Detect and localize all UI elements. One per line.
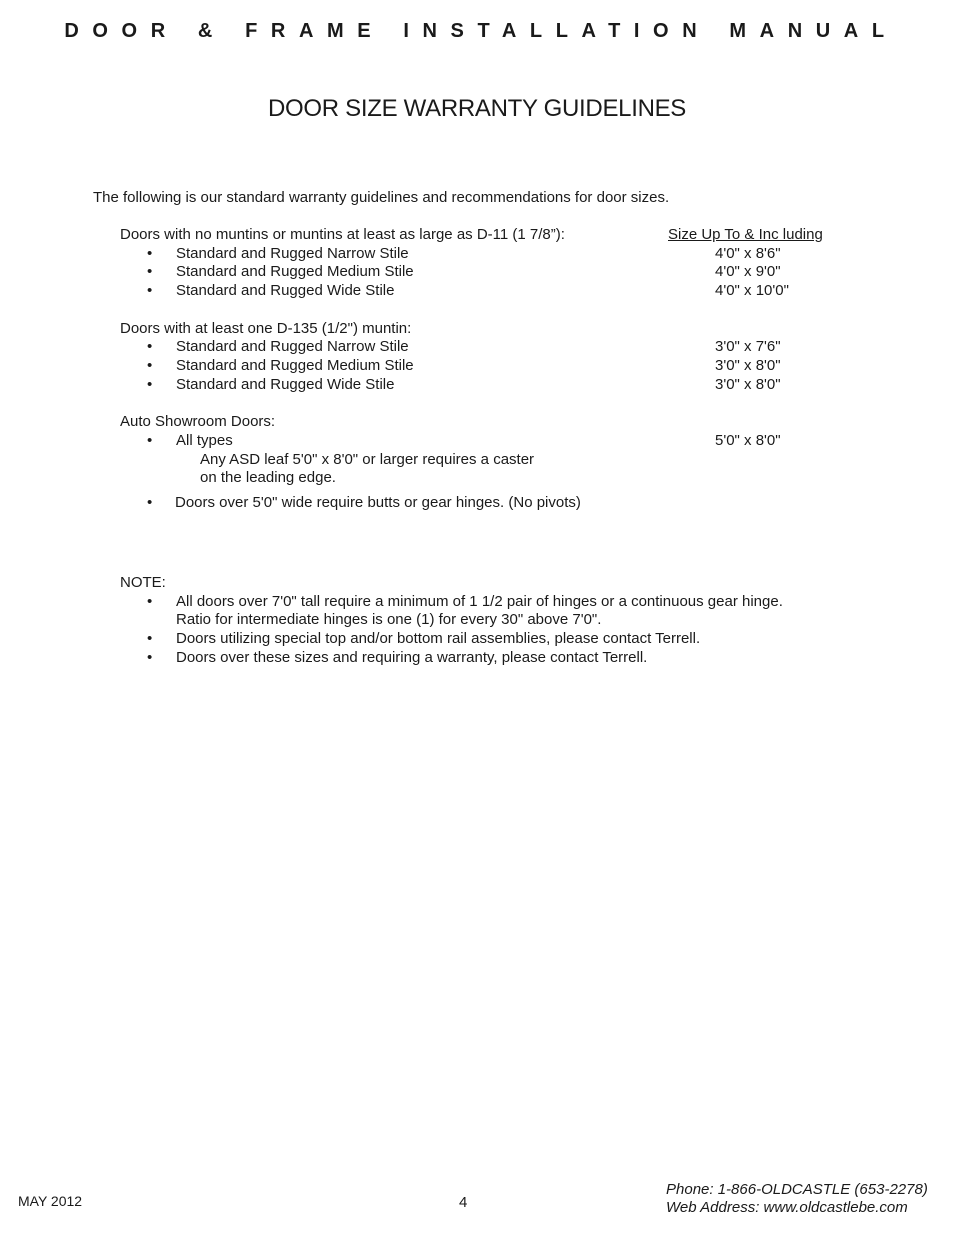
list-item-size: 5'0" x 8'0" [715, 432, 781, 449]
note-item-line: Doors utilizing special top and/or bottom rail assemblies, please contact Terrell. [176, 630, 701, 647]
note-item-line: Ratio for intermediate hinges is one (1) for every 30" above 7'0". [176, 611, 602, 628]
note-item-line: All doors over 7'0" tall require a minimum of 1 1/2 pair of hinges or a continuous gear hinge. [176, 593, 783, 610]
bullet-icon: • [147, 630, 153, 647]
bullet-icon: • [147, 357, 153, 374]
footer-date: MAY 2012 [18, 1193, 83, 1209]
list-item-label: Doors over 5'0" wide require butts or gear hinges. (No pivots) [175, 494, 581, 511]
list-item-label: Standard and Rugged Wide Stile [176, 282, 395, 299]
list-item-subnote: on the leading edge. [200, 469, 336, 486]
bullet-icon: • [147, 245, 153, 262]
list-item-subnote: Any ASD leaf 5'0" x 8'0" or larger requires a caster [200, 451, 535, 468]
footer-phone: Phone: 1-866-OLDCASTLE (653-2278) [666, 1181, 928, 1198]
list-item-label: All types [176, 432, 233, 449]
bullet-icon: • [147, 282, 153, 299]
section-heading: Auto Showroom Doors: [120, 413, 276, 430]
bullet-icon: • [147, 376, 153, 393]
bullet-icon: • [147, 593, 153, 610]
list-item-label: Standard and Rugged Wide Stile [176, 376, 395, 393]
list-item-label: Standard and Rugged Narrow Stile [176, 245, 409, 262]
bullet-icon: • [147, 338, 153, 355]
note-heading: NOTE: [120, 574, 166, 591]
bullet-icon: • [147, 432, 153, 449]
note-item-line: Doors over these sizes and requiring a warranty, please contact Terrell. [176, 649, 648, 666]
list-item-size: 3'0" x 8'0" [715, 357, 781, 374]
section-heading: Doors with at least one D-135 (1/2") muntin: [120, 320, 412, 337]
section-heading: Doors with no muntins or muntins at least as large as D-11 (1 7/8”): [120, 226, 565, 243]
list-item-size: 3'0" x 8'0" [715, 376, 781, 393]
footer-web-address: Web Address: www.oldcastlebe.com [666, 1199, 908, 1216]
list-item-label: Standard and Rugged Medium Stile [176, 357, 414, 374]
bullet-icon: • [147, 494, 153, 511]
list-item-label: Standard and Rugged Narrow Stile [176, 338, 409, 355]
list-item-size: 4'0" x 10'0" [715, 282, 789, 299]
list-item-size: 4'0" x 8'6" [715, 245, 781, 262]
bullet-icon: • [147, 263, 153, 280]
list-item-label: Standard and Rugged Medium Stile [176, 263, 414, 280]
page-title: DOOR SIZE WARRANTY GUIDELINES [267, 95, 687, 122]
size-column-header: Size Up To & Inc luding [668, 226, 823, 243]
manual-header-title: DOOR & FRAME INSTALLATION MANUAL [64, 20, 898, 42]
list-item-size: 3'0" x 7'6" [715, 338, 781, 355]
page-number: 4 [459, 1194, 468, 1211]
list-item-size: 4'0" x 9'0" [715, 263, 781, 280]
bullet-icon: • [147, 649, 153, 666]
intro-text: The following is our standard warranty guidelines and recommendations for door sizes. [93, 189, 670, 206]
footer-contact [666, 1181, 928, 1217]
